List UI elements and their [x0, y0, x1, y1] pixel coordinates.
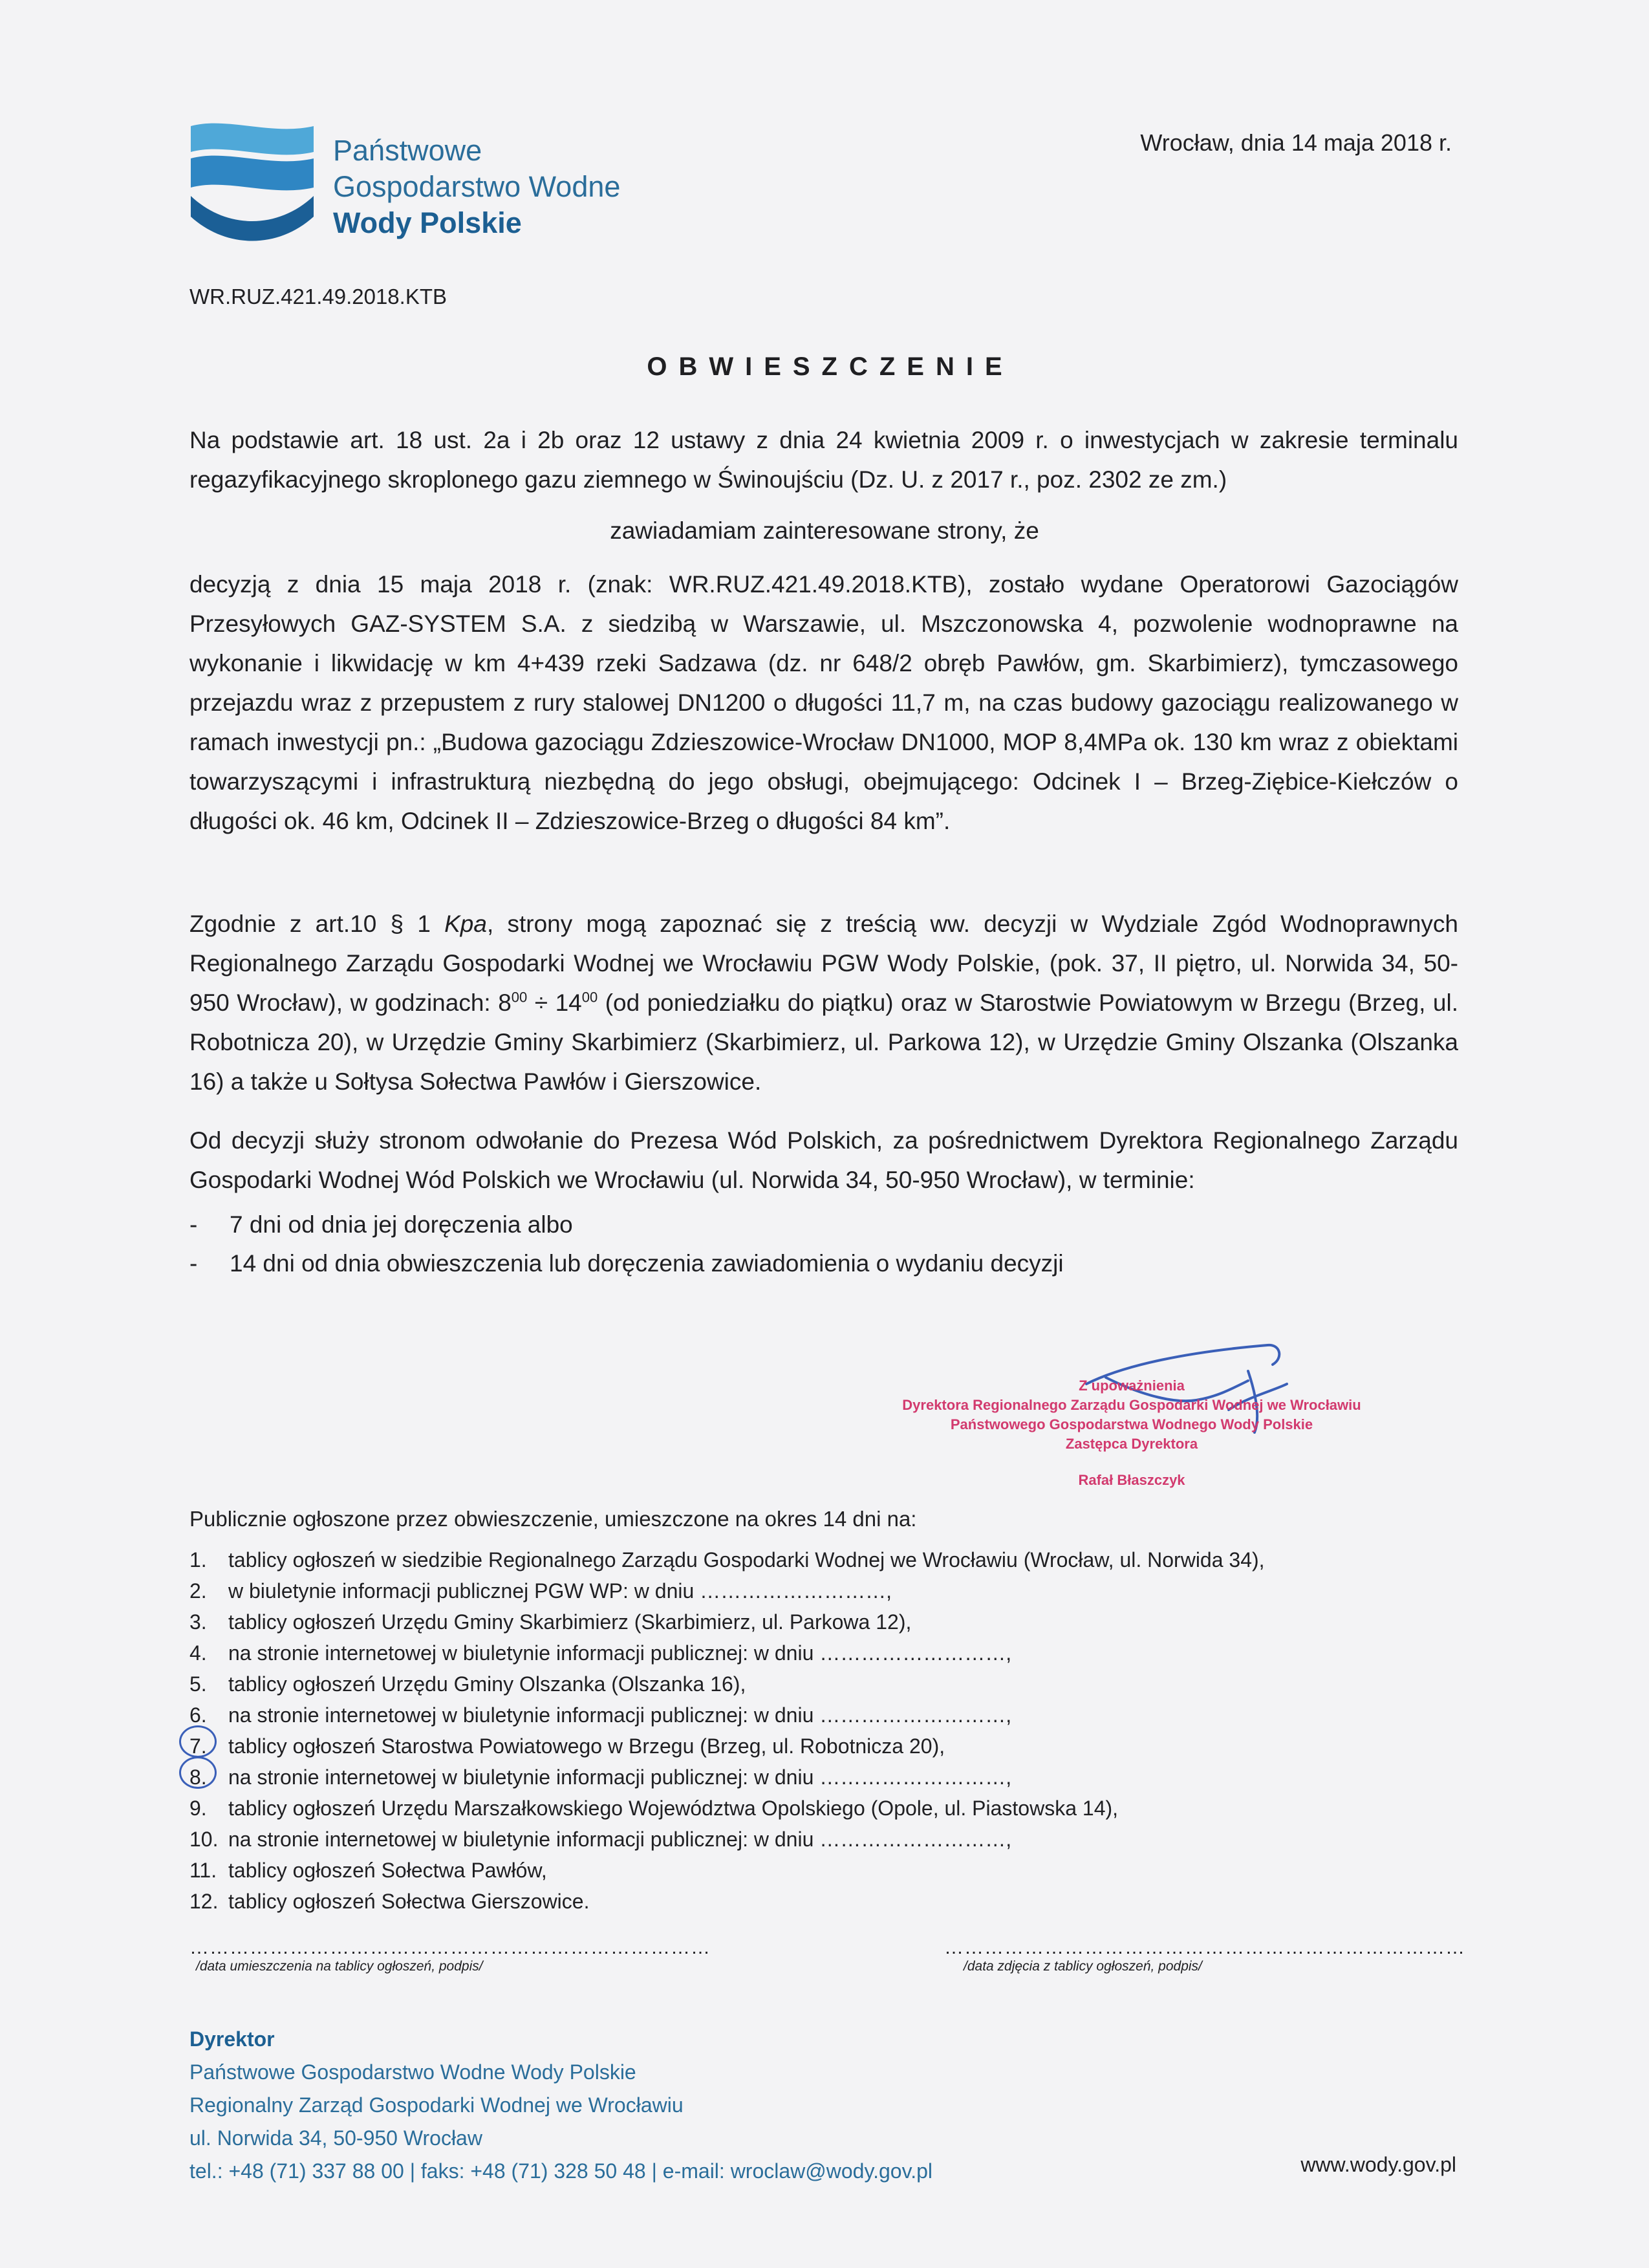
list-item-number: 12. [189, 1890, 219, 1913]
document-reference: WR.RUZ.421.49.2018.KTB [189, 285, 447, 308]
list-item-number: 5. [189, 1672, 207, 1696]
footer-line3: ul. Norwida 34, 50-950 Wrocław [189, 2126, 482, 2150]
decision-paragraph: decyzją z dnia 15 maja 2018 r. (znak: WR.RUZ.421.49.2018.KTB), zostało wydane Operatorowi Gazociągów Przesyłowych GAZ-SYSTEM S.A. z siedzibą w Warszawie, ul. Mszczonowska 4, pozwolenie wodnoprawne na wykonanie i likwidację w km 4+439 rzeki Sadzawa (dz. nr 648/2 obręb Pawłów, gm. Skarbimierz), tymczasowego przejazdu wraz z przepustem z rury stalowej DN1200 o długości 11,7 m, na czas budowy gazociągu realizowanego w ramach inwestycji pn.: „Budowa gazociągu Zdzieszowice-Wrocław DN1000, MOP 8,4MPa ok. 130 km wraz z obiektami towarzyszącymi i infrastrukturą niezbędną do jego obsługi, obejmującego: Odcinek I – Brzeg-Ziębice-Kiełczów o długości ok. 46 km, Odcinek II – Zdzieszowice-Brzeg o długości 84 km”. [189, 571, 1458, 834]
access-paragraph [189, 904, 1458, 1101]
list-item-number: 6. [189, 1703, 207, 1727]
logo-line3: Wody Polskie [333, 206, 522, 239]
logo-text [333, 133, 620, 241]
logo-line2: Gospodarstwo Wodne [333, 170, 621, 203]
hours-sup-start: 00 [511, 989, 528, 1006]
list-item-text: tablicy ogłoszeń Starostwa Powiatowego w Brzegu (Brzeg, ul. Robotnicza 20), [228, 1734, 945, 1758]
sign-right-dots: …………………………………………………………………… [944, 1937, 1465, 1958]
sign-left-caption: /data umieszczenia na tablicy ogłoszeń, podpis/ [196, 1959, 483, 1974]
page-title: OBWIESZCZENIE [647, 352, 1014, 381]
date-line: Wrocław, dnia 14 maja 2018 r. [1140, 129, 1452, 156]
list-item [189, 1544, 1265, 1575]
list-item-text: tablicy ogłoszeń Sołectwa Pawłów, [228, 1859, 547, 1882]
kpa-abbrev: Kpa [444, 911, 487, 937]
list-item-text: na stronie internetowej w biuletynie informacji publicznej: w dniu ………………………, [228, 1766, 1012, 1789]
stamp-line2: Dyrektora Regionalnego Zarządu Gospodarki Wodnej we Wrocławiu [902, 1397, 1361, 1413]
logo-line1: Państwowe [333, 134, 482, 167]
list-item [189, 1762, 1265, 1793]
list-item-text: tablicy ogłoszeń w siedzibie Regionalnego Zarządu Gospodarki Wodnej we Wrocławiu (Wrocław, ul. Norwida 34), [228, 1548, 1265, 1571]
appeal-term: - 7 dni od dnia jej doręczenia albo [189, 1211, 573, 1238]
intro-paragraph: Na podstawie art. 18 ust. 2a i 2b oraz 12 ustawy z dnia 24 kwietnia 2009 r. o inwestycjach w zakresie terminalu regazyfikacyjnego skroplonego gazu ziemnego w Świnoujściu (Dz. U. z 2017 r., poz. 2302 ze zm.) [189, 427, 1458, 493]
appeal-term-text: 7 dni od dnia jej doręczenia albo [230, 1211, 573, 1238]
list-item-number: 4. [189, 1641, 207, 1665]
footer-contact: tel.: +48 (71) 337 88 00 | faks: +48 (71) 328 50 48 | e-mail: wroclaw@wody.gov.pl [189, 2159, 932, 2183]
appeal-paragraph: Od decyzji służy stronom odwołanie do Prezesa Wód Polskich, za pośrednictwem Dyrektora Regionalnego Zarządu Gospodarki Wodnej Wód Polskich we Wrocławiu (ul. Norwida 34, 50-950 Wrocław), w terminie: [189, 1127, 1458, 1193]
list-item [189, 1886, 1265, 1917]
posted-intro: Publicznie ogłoszone przez obwieszczenie, umieszczone na okres 14 dni na: [189, 1507, 917, 1531]
appeal-term: - 14 dni od dnia obwieszczenia lub doręczenia zawiadomienia o wydaniu decyzji [189, 1250, 1064, 1277]
list-item [189, 1731, 1265, 1762]
access-part3: (od poniedziałku do piątku) oraz w Starostwie Powiatowym w Brzegu (Brzeg, ul. Robotnicza 20), w Urzędzie Gminy Skarbimierz (Skarbimierz, ul. Parkowa 12), w Urzędzie Gminy Olszanka (Olszanka 16) a także u Sołtysa Sołectwa Pawłów i Gierszowice. [189, 989, 1459, 1095]
list-item-number: 7. [189, 1734, 207, 1758]
sign-left [189, 1937, 711, 1974]
access-part1: Zgodnie z art.10 § 1 [189, 911, 445, 937]
logo [188, 120, 679, 249]
list-item-number: 1. [189, 1548, 207, 1571]
list-item-number: 10. [189, 1828, 219, 1851]
access-mid: ÷ 14 [527, 989, 582, 1016]
stamp-line3: Państwowego Gospodarstwa Wodnego Wody Polskie [950, 1416, 1313, 1432]
footer [189, 2023, 932, 2188]
list-item [189, 1606, 1265, 1637]
list-item-number: 3. [189, 1610, 207, 1634]
list-item [189, 1575, 1265, 1606]
hours-sup-end: 00 [581, 989, 598, 1006]
list-item [189, 1824, 1265, 1855]
list-item-text: w biuletynie informacji publicznej PGW WP: w dniu ………………………, [228, 1579, 892, 1603]
notice-statement: zawiadamiam zainteresowane strony, że [610, 517, 1039, 544]
list-item [189, 1637, 1265, 1669]
list-item-text: na stronie internetowej w biuletynie informacji publicznej: w dniu ………………………, [228, 1828, 1012, 1851]
list-item-number: 2. [189, 1579, 207, 1603]
list-item-text: tablicy ogłoszeń Urzędu Gminy Skarbimierz (Skarbimierz, ul. Parkowa 12), [228, 1610, 912, 1634]
list-item [189, 1793, 1265, 1824]
list-item-text: tablicy ogłoszeń Sołectwa Gierszowice. [228, 1890, 590, 1913]
access-part2: , strony mogą zapoznać się z treścią ww. decyzji w Wydziale Zgód Wodnoprawnych Regionalnego Zarządu Gospodarki Wodnej we Wrocławiu PGW Wody Polskie, (pok. 37, II piętro, ul. Norwida 34, 50-950 Wrocław), w godzinach: 8 [189, 911, 1458, 1016]
footer-line1: Państwowe Gospodarstwo Wodne Wody Polskie [189, 2060, 636, 2084]
stamp-line4: Zastępca Dyrektora [1065, 1436, 1198, 1452]
list-item-text: na stronie internetowej w biuletynie informacji publicznej: w dniu ………………………, [228, 1641, 1012, 1665]
list-item [189, 1700, 1265, 1731]
official-stamp [879, 1376, 1384, 1490]
handwritten-circle-mark [179, 1756, 217, 1789]
website-link[interactable]: www.wody.gov.pl [1300, 2153, 1456, 2176]
list-item-number: 11. [189, 1859, 217, 1882]
stamp-line1: Z upoważnienia [1079, 1377, 1185, 1394]
footer-title: Dyrektor [189, 2027, 275, 2051]
stamp-line5: Rafał Błaszczyk [1078, 1472, 1185, 1488]
posting-list [189, 1544, 1265, 1917]
list-item-text: tablicy ogłoszeń Urzędu Marszałkowskiego Województwa Opolskiego (Opole, ul. Piastowska 14), [228, 1797, 1119, 1820]
wave-logo-icon [188, 120, 317, 249]
list-item-text: na stronie internetowej w biuletynie informacji publicznej: w dniu ………………………, [228, 1703, 1012, 1727]
footer-line2: Regionalny Zarząd Gospodarki Wodnej we Wrocławiu [189, 2093, 684, 2117]
list-item-number: 9. [189, 1797, 207, 1820]
list-item-number: 8. [189, 1766, 207, 1789]
sign-left-dots: …………………………………………………………………… [189, 1937, 711, 1958]
list-item [189, 1669, 1265, 1700]
handwritten-circle-mark [179, 1725, 217, 1758]
list-item-text: tablicy ogłoszeń Urzędu Gminy Olszanka (Olszanka 16), [228, 1672, 746, 1696]
appeal-term-text: 14 dni od dnia obwieszczenia lub doręczenia zawiadomienia o wydaniu decyzji [230, 1250, 1064, 1277]
list-item [189, 1855, 1265, 1886]
sign-right [944, 1937, 1465, 1974]
sign-right-caption: /data zdjęcia z tablicy ogłoszeń, podpis/ [964, 1959, 1202, 1974]
